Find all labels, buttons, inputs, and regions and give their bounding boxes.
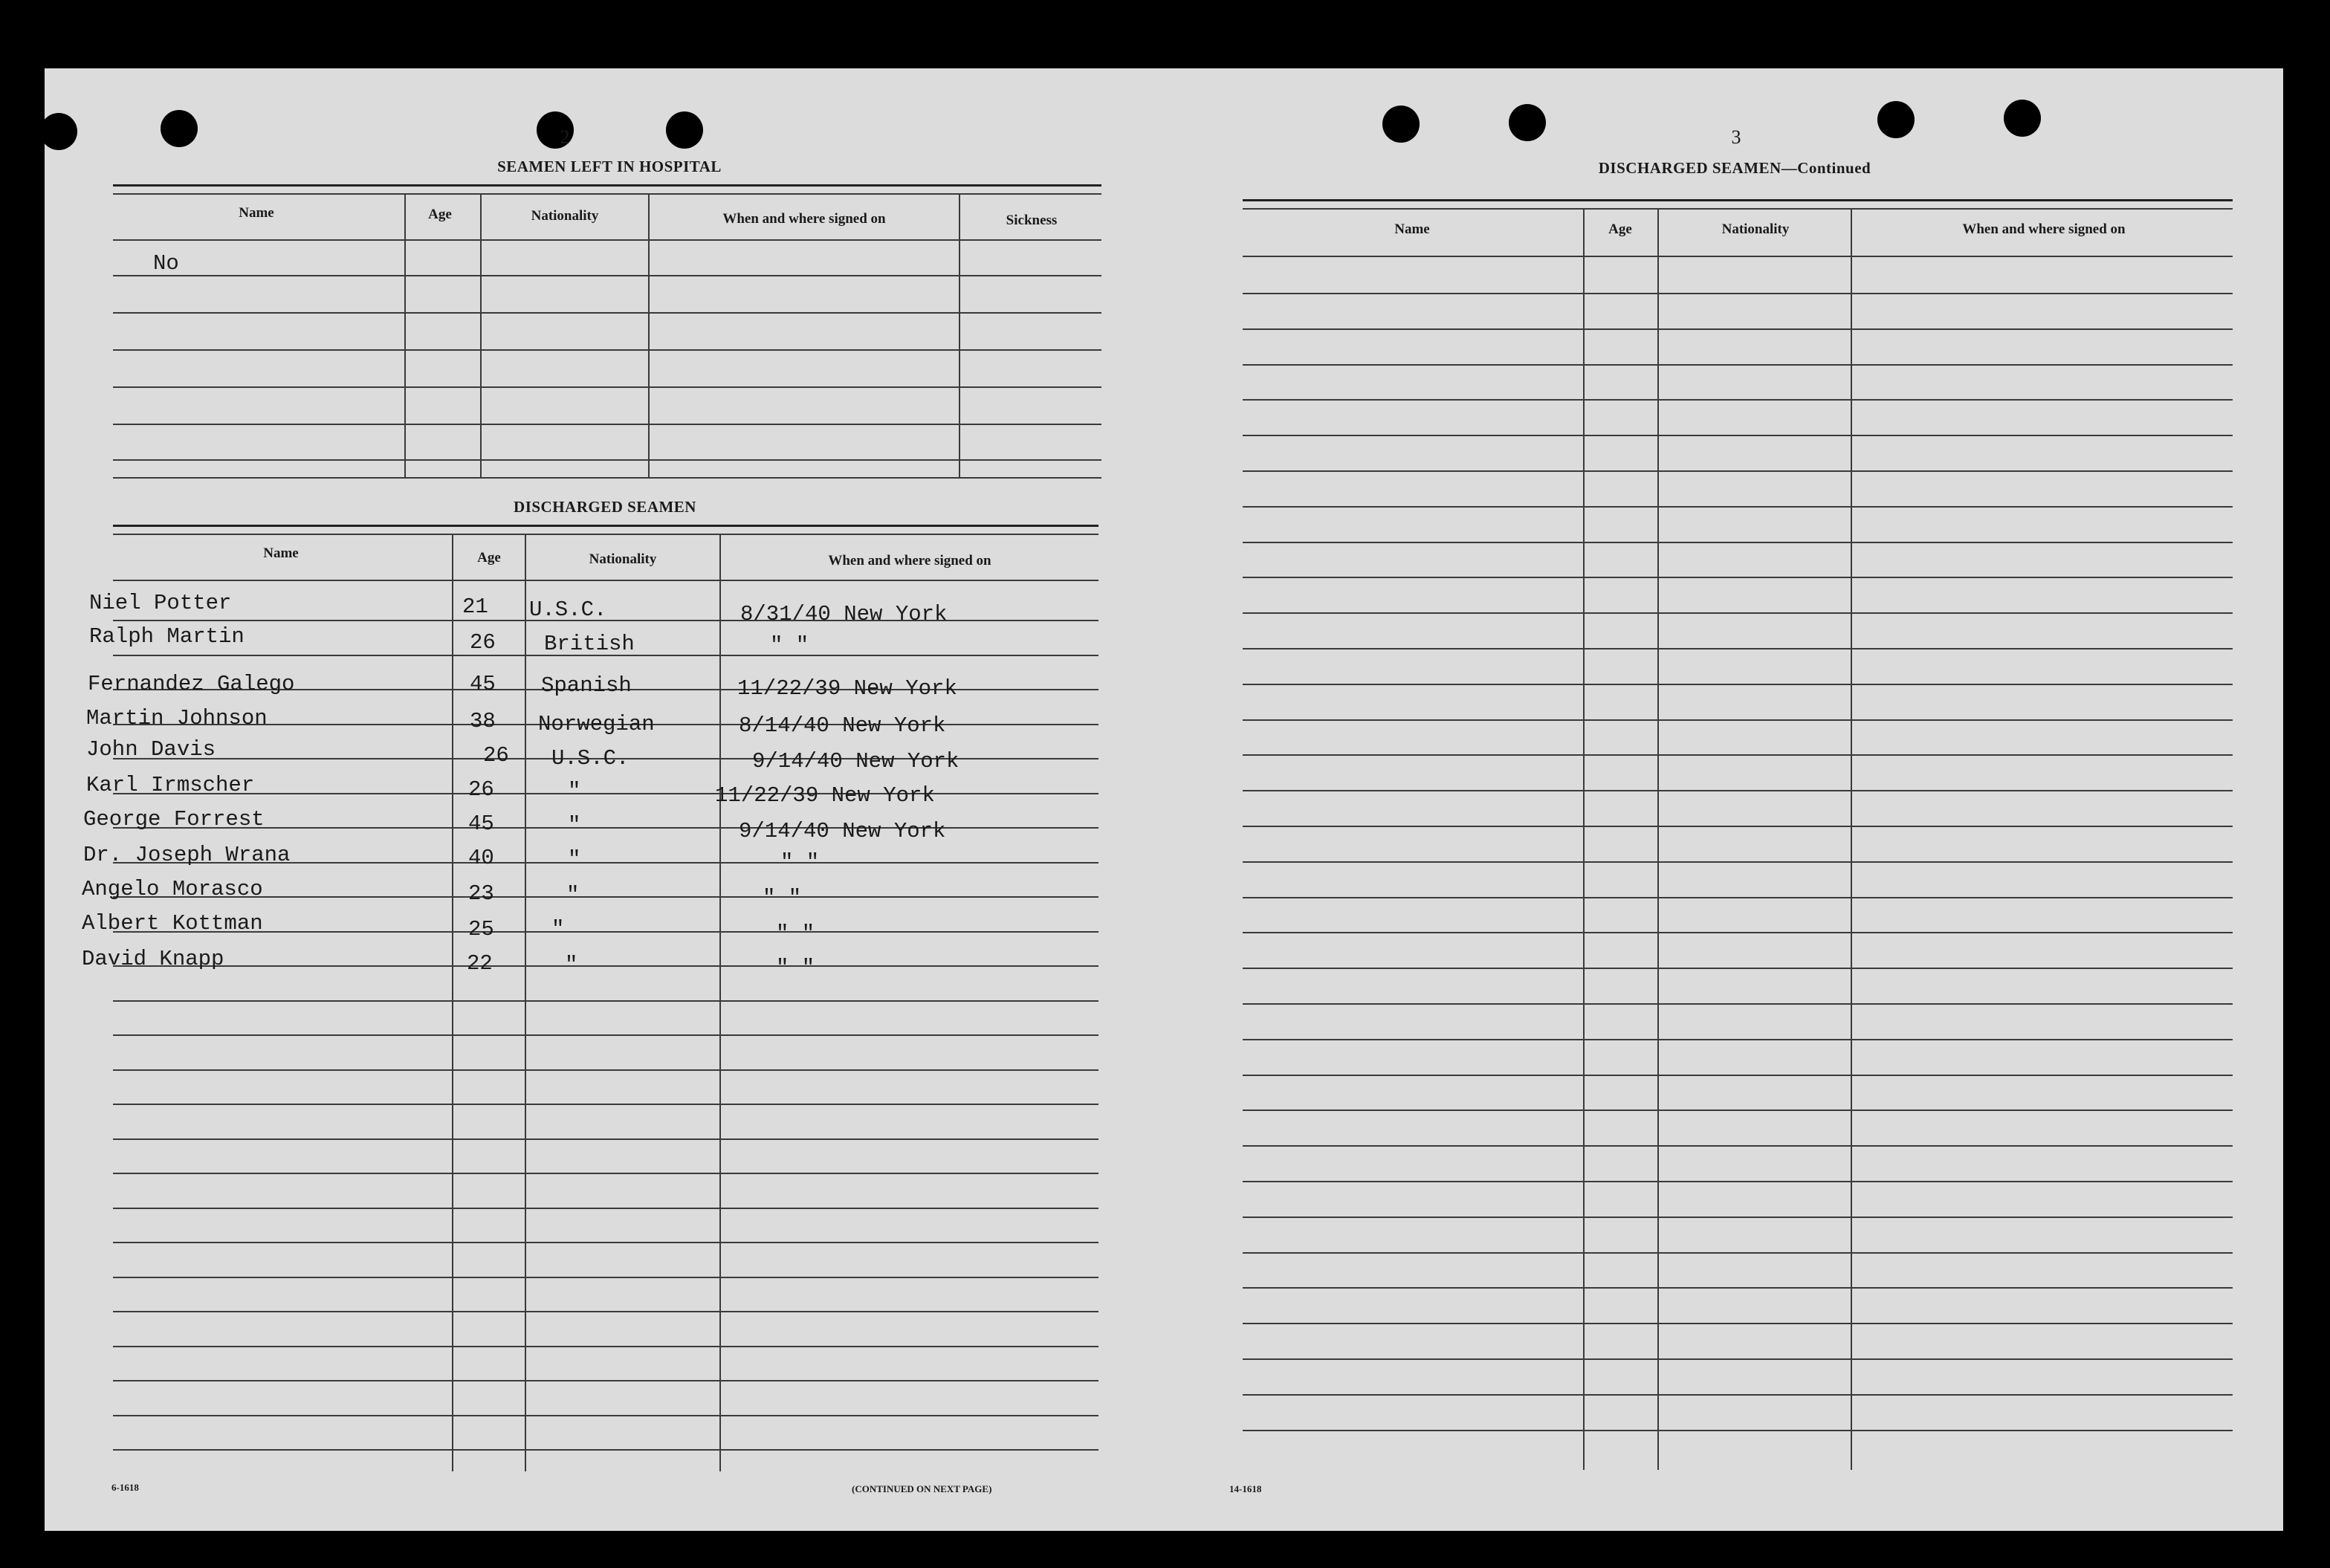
punch-hole bbox=[2004, 100, 2041, 137]
table-rule bbox=[113, 239, 1101, 241]
continued-section-title: DISCHARGED SEAMEN—Continued bbox=[1598, 159, 1871, 177]
table-rule bbox=[113, 793, 1098, 794]
seaman-signed-on: 9/14/40 New York bbox=[739, 819, 946, 843]
seaman-signed-on: 8/31/40 New York bbox=[740, 602, 948, 626]
discharged-col-signed-on: When and where signed on bbox=[828, 553, 991, 568]
seaman-signed-on: " " bbox=[770, 633, 809, 658]
table-rule bbox=[113, 1173, 1098, 1174]
seaman-signed-on: " " bbox=[776, 921, 815, 946]
table-rule bbox=[1243, 1003, 2233, 1005]
seaman-name: Karl Irmscher bbox=[86, 773, 255, 797]
table-column-divider bbox=[452, 535, 453, 1471]
seaman-nationality: British bbox=[544, 632, 635, 656]
table-rule bbox=[113, 275, 1101, 276]
table-rule bbox=[113, 1415, 1098, 1416]
punch-hole bbox=[1877, 101, 1915, 138]
table-rule bbox=[1243, 1109, 2233, 1111]
table-rule bbox=[113, 312, 1101, 314]
table-rule bbox=[113, 965, 1098, 967]
table-column-divider bbox=[1657, 210, 1659, 1470]
table-rule bbox=[113, 1208, 1098, 1209]
table-rule bbox=[1243, 1039, 2233, 1040]
table-rule bbox=[1243, 1323, 2233, 1324]
table-rule bbox=[1243, 897, 2233, 898]
seaman-nationality: " bbox=[566, 883, 580, 907]
seaman-age: 26 bbox=[483, 743, 509, 768]
hospital-col-sickness: Sickness bbox=[1006, 213, 1058, 228]
form-number-right: 14-1618 bbox=[1229, 1483, 1262, 1494]
hospital-section-title: SEAMEN LEFT IN HOSPITAL bbox=[497, 158, 722, 175]
seaman-age: 23 bbox=[468, 881, 494, 906]
seaman-name: Martin Johnson bbox=[86, 706, 268, 730]
table-rule bbox=[113, 534, 1098, 535]
seaman-signed-on: 11/22/39 New York bbox=[715, 783, 935, 808]
seaman-signed-on: 8/14/40 New York bbox=[739, 713, 946, 738]
seaman-age: 26 bbox=[470, 630, 496, 655]
seaman-age: 38 bbox=[470, 709, 496, 733]
seaman-name: George Forrest bbox=[83, 807, 265, 832]
seaman-signed-on: " " bbox=[780, 850, 820, 875]
seaman-name: John Davis bbox=[86, 737, 216, 762]
table-column-divider bbox=[648, 195, 650, 477]
punch-hole bbox=[666, 111, 703, 149]
table-rule bbox=[113, 1449, 1098, 1451]
seaman-signed-on: 9/14/40 New York bbox=[752, 749, 959, 774]
table-rule bbox=[1243, 199, 2233, 201]
seaman-name: Albert Kottman bbox=[82, 911, 263, 936]
table-column-divider bbox=[480, 195, 482, 477]
continued-col-nationality: Nationality bbox=[1721, 221, 1790, 237]
table-rule bbox=[113, 1346, 1098, 1347]
seaman-name: Niel Potter bbox=[89, 591, 232, 615]
table-rule bbox=[113, 349, 1101, 351]
table-rule bbox=[1243, 399, 2233, 401]
seaman-nationality: U.S.C. bbox=[529, 597, 607, 622]
discharged-section-title: DISCHARGED SEAMEN bbox=[514, 498, 696, 516]
table-rule bbox=[1243, 1358, 2233, 1360]
table-column-divider bbox=[719, 535, 721, 1471]
table-rule bbox=[113, 386, 1101, 388]
table-rule bbox=[1243, 719, 2233, 721]
punch-hole bbox=[1509, 104, 1546, 141]
hospital-entry: No bbox=[153, 251, 179, 276]
seaman-age: 45 bbox=[468, 811, 494, 836]
seaman-nationality: U.S.C. bbox=[551, 746, 630, 771]
hospital-col-age: Age bbox=[428, 207, 452, 222]
table-rule bbox=[113, 459, 1101, 461]
continued-note: (CONTINUED ON NEXT PAGE) bbox=[852, 1483, 992, 1494]
table-rule bbox=[1243, 1287, 2233, 1289]
table-rule bbox=[1243, 1075, 2233, 1076]
discharged-col-nationality: Nationality bbox=[589, 551, 657, 567]
seaman-age: 40 bbox=[468, 846, 494, 870]
table-rule bbox=[113, 1277, 1098, 1278]
table-rule bbox=[1243, 1252, 2233, 1254]
table-rule bbox=[113, 1000, 1098, 1002]
table-rule bbox=[1243, 861, 2233, 863]
table-rule bbox=[113, 525, 1098, 527]
seaman-age: 21 bbox=[462, 595, 488, 619]
seaman-age: 26 bbox=[468, 777, 494, 802]
table-rule bbox=[1243, 932, 2233, 933]
table-rule bbox=[113, 1034, 1098, 1036]
discharged-col-age: Age bbox=[477, 550, 501, 566]
seaman-age: 45 bbox=[470, 672, 496, 696]
table-rule bbox=[113, 1380, 1098, 1381]
seaman-name: Fernandez Galego bbox=[88, 672, 295, 696]
hospital-col-signed-on: When and where signed on bbox=[722, 211, 886, 227]
table-rule bbox=[1243, 470, 2233, 472]
table-column-divider bbox=[959, 195, 960, 477]
continued-col-name: Name bbox=[1394, 221, 1430, 237]
table-rule bbox=[113, 1069, 1098, 1071]
table-rule bbox=[1243, 1430, 2233, 1431]
table-rule bbox=[1243, 968, 2233, 969]
table-rule bbox=[113, 1311, 1098, 1312]
table-rule bbox=[1243, 542, 2233, 543]
table-rule bbox=[1243, 328, 2233, 330]
table-column-divider bbox=[1583, 210, 1585, 1470]
continued-col-age: Age bbox=[1608, 221, 1632, 237]
table-rule bbox=[1243, 1394, 2233, 1396]
page-number-right: 3 bbox=[1731, 126, 1741, 148]
seaman-nationality: " bbox=[568, 813, 581, 838]
seaman-nationality: Norwegian bbox=[538, 712, 655, 736]
table-rule bbox=[113, 580, 1098, 581]
continued-col-signed-on: When and where signed on bbox=[1962, 221, 2126, 237]
seaman-nationality: " bbox=[568, 779, 581, 803]
seaman-name: David Knapp bbox=[82, 947, 224, 971]
table-rule bbox=[1243, 435, 2233, 436]
table-column-divider bbox=[525, 535, 526, 1471]
hospital-col-name: Name bbox=[239, 205, 274, 221]
table-rule bbox=[113, 1242, 1098, 1243]
table-rule bbox=[1243, 506, 2233, 508]
table-rule bbox=[1243, 754, 2233, 756]
seaman-name: Ralph Martin bbox=[89, 624, 245, 649]
form-number-left: 6-1618 bbox=[111, 1482, 139, 1493]
table-rule bbox=[113, 477, 1101, 479]
seaman-nationality: " bbox=[551, 917, 565, 942]
table-rule bbox=[113, 1138, 1098, 1140]
table-rule bbox=[1243, 1217, 2233, 1218]
seaman-nationality: Spanish bbox=[541, 673, 632, 698]
seaman-nationality: " bbox=[568, 847, 581, 872]
discharged-col-name: Name bbox=[263, 545, 299, 561]
table-rule bbox=[1243, 577, 2233, 578]
table-rule bbox=[1243, 684, 2233, 685]
table-rule bbox=[113, 424, 1101, 425]
punch-hole bbox=[40, 113, 77, 150]
seaman-signed-on: 11/22/39 New York bbox=[737, 676, 957, 701]
table-column-divider bbox=[404, 195, 406, 477]
table-rule bbox=[1243, 648, 2233, 649]
seaman-name: Angelo Morasco bbox=[82, 877, 263, 901]
table-rule bbox=[1243, 826, 2233, 827]
seaman-name: Dr. Joseph Wrana bbox=[83, 843, 291, 867]
table-rule bbox=[113, 1104, 1098, 1105]
table-column-divider bbox=[1851, 210, 1852, 1470]
table-rule bbox=[1243, 208, 2233, 210]
table-rule bbox=[113, 184, 1101, 187]
seaman-age: 22 bbox=[467, 951, 493, 976]
table-rule bbox=[1243, 790, 2233, 791]
punch-hole bbox=[161, 110, 198, 147]
punch-hole bbox=[1382, 106, 1420, 143]
seaman-signed-on: " " bbox=[776, 956, 815, 980]
page-number-left: 2 bbox=[560, 126, 570, 148]
table-rule bbox=[1243, 1181, 2233, 1182]
hospital-col-nationality: Nationality bbox=[531, 208, 599, 224]
seaman-signed-on: " " bbox=[763, 886, 802, 910]
table-rule bbox=[1243, 364, 2233, 366]
seaman-nationality: " bbox=[565, 953, 578, 977]
table-rule bbox=[1243, 293, 2233, 294]
table-rule bbox=[1243, 1145, 2233, 1147]
table-rule bbox=[1243, 256, 2233, 257]
seaman-age: 25 bbox=[468, 917, 494, 942]
table-rule bbox=[1243, 612, 2233, 614]
table-rule bbox=[113, 193, 1101, 195]
